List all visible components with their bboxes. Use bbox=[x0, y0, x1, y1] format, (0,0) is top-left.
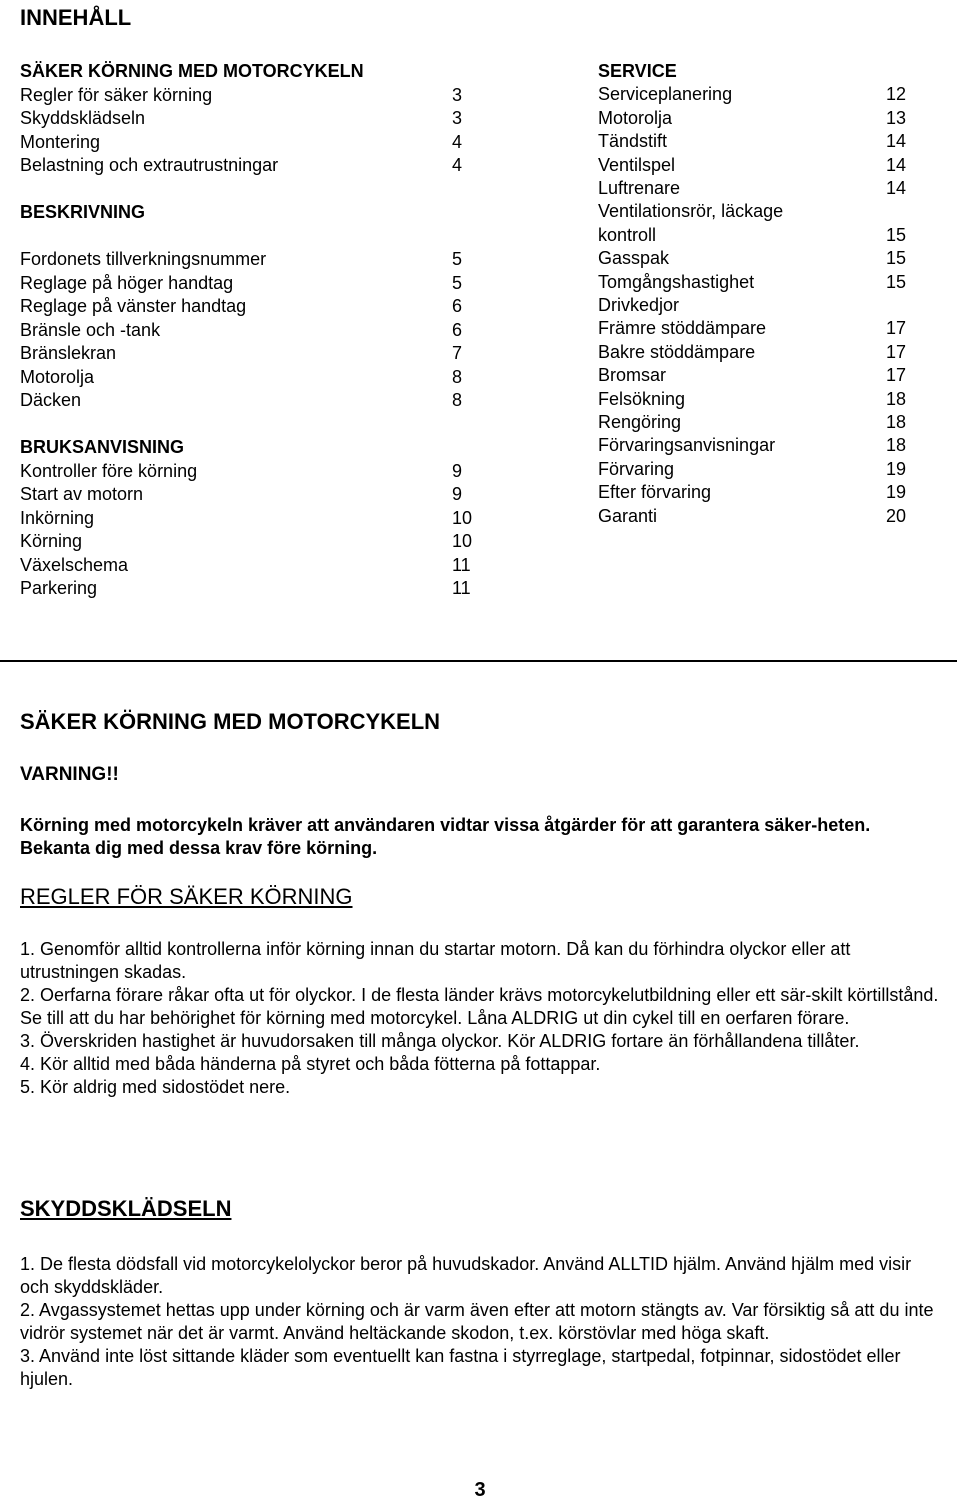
toc-entry bbox=[20, 294, 492, 318]
toc-entry-page: 20 bbox=[886, 506, 907, 526]
toc-entry-page: 18 bbox=[886, 389, 907, 409]
toc-entry bbox=[598, 293, 926, 317]
clothing-item: 1. De flesta dödsfall vid motorcykelolyckor beror på huvudskador. Använd ALLTID hjälm. Använd hjälm med visir och skyddskläder. bbox=[20, 1254, 912, 1297]
toc-entry-label: Drivkedjor bbox=[598, 295, 680, 315]
toc-section-heading bbox=[20, 435, 492, 459]
toc-entry-page: 3 bbox=[452, 108, 463, 128]
toc-entry-label: Garanti bbox=[598, 506, 658, 526]
toc-entry-label: Däcken bbox=[20, 390, 82, 410]
toc-entry bbox=[20, 482, 492, 506]
toc-entry-label: Efter förvaring bbox=[598, 482, 712, 502]
toc-entry-label: BRUKSANVISNING bbox=[20, 437, 185, 457]
toc-entry-page: 18 bbox=[886, 412, 907, 432]
toc-entry bbox=[598, 199, 926, 223]
toc-entry bbox=[20, 153, 492, 177]
toc-entry bbox=[20, 576, 492, 600]
toc-entry-label: BESKRIVNING bbox=[20, 202, 146, 222]
toc-entry-label: Belastning och extrautrustningar bbox=[20, 155, 279, 175]
toc-entry-label: Bränslekran bbox=[20, 343, 117, 363]
toc-entry bbox=[20, 83, 492, 107]
toc-entry bbox=[20, 318, 492, 342]
toc-entry-page: 7 bbox=[452, 343, 463, 363]
section-divider bbox=[0, 660, 957, 662]
toc-entry-page: 15 bbox=[886, 272, 907, 292]
toc-entry-label: Förvaringsanvisningar bbox=[598, 435, 776, 455]
toc-left-column bbox=[20, 59, 480, 619]
toc-entry bbox=[598, 129, 926, 153]
clothing-heading: SKYDDSKLÄDSELN bbox=[20, 1196, 232, 1221]
toc-entry-page: 9 bbox=[452, 484, 463, 504]
toc-entry bbox=[20, 459, 492, 483]
toc-entry-label: Start av motorn bbox=[20, 484, 144, 504]
toc-entry-label: SERVICE bbox=[598, 61, 677, 81]
toc-entry-page: 19 bbox=[886, 482, 907, 502]
toc-right-column bbox=[598, 59, 918, 559]
toc-entry bbox=[598, 176, 926, 200]
rules-item: 4. Kör alltid med båda händerna på styret och båda fötterna på fottappar. bbox=[20, 1054, 601, 1074]
toc-entry-label: Ventilationsrör, läckage bbox=[598, 201, 784, 221]
toc-entry-label: Körning bbox=[20, 531, 83, 551]
toc-entry-label: Parkering bbox=[20, 578, 98, 598]
toc-entry bbox=[598, 433, 926, 457]
toc-entry-page: 8 bbox=[452, 390, 463, 410]
toc-entry-page: 18 bbox=[886, 435, 907, 455]
toc-section-heading bbox=[598, 59, 926, 83]
toc-entry-label: Reglage på vänster handtag bbox=[20, 296, 247, 316]
warning-text: Körning med motorcykeln kräver att användaren vidtar vissa åtgärder för att garantera säker-heten. Bekanta dig med dessa krav före körning. bbox=[20, 815, 871, 858]
toc-entry-label: Inkörning bbox=[20, 508, 95, 528]
toc-entry-page: 3 bbox=[452, 85, 463, 105]
toc-entry-label: Montering bbox=[20, 132, 101, 152]
toc-entry-label: Luftrenare bbox=[598, 178, 681, 198]
clothing-list bbox=[20, 1253, 945, 1391]
toc-entry-label: Felsökning bbox=[598, 389, 686, 409]
toc-entry-label: Ventilspel bbox=[598, 155, 676, 175]
toc-entry bbox=[598, 504, 926, 528]
toc-entry-label: Reglage på höger handtag bbox=[20, 273, 234, 293]
page-title: INNEHÅLL bbox=[20, 5, 132, 30]
toc-entry-page: 12 bbox=[886, 84, 907, 104]
rules-list bbox=[20, 938, 945, 1099]
toc-entry bbox=[20, 341, 492, 365]
toc-entry-page: 14 bbox=[886, 178, 907, 198]
toc-entry-label: Motorolja bbox=[598, 108, 673, 128]
toc-entry bbox=[598, 410, 926, 434]
toc-entry-page: 6 bbox=[452, 320, 463, 340]
page-number: 3 bbox=[474, 1479, 486, 1501]
toc-entry bbox=[598, 316, 926, 340]
toc-entry-label: Serviceplanering bbox=[598, 84, 733, 104]
toc-entry bbox=[20, 388, 492, 412]
toc-entry-page: 10 bbox=[452, 531, 473, 551]
toc-entry bbox=[598, 82, 926, 106]
rules-item: 3. Överskriden hastighet är huvudorsaken till många olyckor. Kör ALDRIG fortare än förhållandena tillåter. bbox=[20, 1031, 860, 1051]
toc-entry bbox=[20, 271, 492, 295]
toc-entry bbox=[598, 340, 926, 364]
toc-entry-page: 19 bbox=[886, 459, 907, 479]
toc-entry-label: Skyddsklädseln bbox=[20, 108, 146, 128]
toc-entry-page: 6 bbox=[452, 296, 463, 316]
toc-entry-label: Bromsar bbox=[598, 365, 667, 385]
toc-entry-page: 10 bbox=[452, 508, 473, 528]
toc-entry bbox=[598, 246, 926, 270]
toc-entry-label: Fordonets tillverkningsnummer bbox=[20, 249, 267, 269]
rules-item: 2. Oerfarna förare råkar ofta ut för olyckor. I de flesta länder krävs motorcykelutbildning eller ett sär-skilt körtillstånd. Se till att du har behörighet för körning med motorcykel. Låna ALDRIG ut din cykel till en oerfaren förare. bbox=[20, 985, 939, 1028]
toc-section-heading bbox=[20, 59, 492, 83]
toc-entry bbox=[598, 153, 926, 177]
toc-entry bbox=[598, 457, 926, 481]
warning-label: VARNING!! bbox=[20, 764, 119, 785]
toc-entry-label: Förvaring bbox=[598, 459, 675, 479]
toc-entry-page: 11 bbox=[452, 555, 471, 575]
toc-section-heading bbox=[20, 200, 492, 224]
toc-entry bbox=[20, 553, 492, 577]
toc-entry-page: 4 bbox=[452, 132, 463, 152]
rules-item: 1. Genomför alltid kontrollerna inför körning innan du startar motorn. Då kan du förhindra olyckor eller att utrustningen skadas. bbox=[20, 939, 851, 982]
toc-entry bbox=[20, 365, 492, 389]
toc-entry-label: Främre stöddämpare bbox=[598, 318, 767, 338]
toc-entry-label: Växelschema bbox=[20, 555, 129, 575]
toc-entry-page: 14 bbox=[886, 131, 907, 151]
toc-entry-label: kontroll bbox=[598, 225, 657, 245]
toc-entry bbox=[598, 270, 926, 294]
toc-entry-page: 4 bbox=[452, 155, 463, 175]
toc-entry bbox=[598, 363, 926, 387]
toc-entry-page: 11 bbox=[452, 578, 471, 598]
toc-entry-label: Gasspak bbox=[598, 248, 670, 268]
toc-entry-page: 15 bbox=[886, 225, 907, 245]
clothing-item: 3. Använd inte löst sittande kläder som eventuellt kan fastna i styrreglage, startpedal, fotpinnar, sidostödet eller hjulen. bbox=[20, 1346, 901, 1389]
clothing-item: 2. Avgassystemet hettas upp under körning och är varm även efter att motorn stängts av. Var försiktig så att du inte vidrör systemet när det är varmt. Använd heltäckande skodon, t.ex. körstövlar med höga skaft. bbox=[20, 1300, 934, 1343]
toc-entry-page: 17 bbox=[886, 342, 907, 362]
toc-entry-page: 8 bbox=[452, 367, 463, 387]
toc-entry-page: 17 bbox=[886, 318, 907, 338]
toc-entry bbox=[598, 387, 926, 411]
toc-entry-label: Bakre stöddämpare bbox=[598, 342, 756, 362]
toc-entry-label: Tomgångshastighet bbox=[598, 272, 755, 292]
toc-entry-label: Kontroller före körning bbox=[20, 461, 198, 481]
toc-entry-label: SÄKER KÖRNING MED MOTORCYKELN bbox=[20, 61, 364, 81]
toc-entry-page: 13 bbox=[886, 108, 907, 128]
toc-entry bbox=[20, 506, 492, 530]
toc-entry-label: Tändstift bbox=[598, 131, 668, 151]
toc-entry bbox=[598, 223, 926, 247]
toc-entry-page: 9 bbox=[452, 461, 463, 481]
toc-entry-page: 14 bbox=[886, 155, 907, 175]
toc-entry-label: Regler för säker körning bbox=[20, 85, 213, 105]
toc-entry-page: 5 bbox=[452, 273, 463, 293]
rules-item: 5. Kör aldrig med sidostödet nere. bbox=[20, 1077, 291, 1097]
toc-entry bbox=[20, 529, 492, 553]
toc-entry bbox=[598, 106, 926, 130]
toc-entry-label: Motorolja bbox=[20, 367, 95, 387]
toc-entry-label: Rengöring bbox=[598, 412, 682, 432]
toc-entry bbox=[20, 247, 492, 271]
toc-entry bbox=[20, 106, 492, 130]
toc-entry-page: 5 bbox=[452, 249, 463, 269]
toc-entry bbox=[598, 480, 926, 504]
rules-heading: REGLER FÖR SÄKER KÖRNING bbox=[20, 884, 353, 909]
toc-entry-page: 17 bbox=[886, 365, 907, 385]
toc-entry-label: Bränsle och -tank bbox=[20, 320, 161, 340]
toc-entry bbox=[20, 130, 492, 154]
section-title: SÄKER KÖRNING MED MOTORCYKELN bbox=[20, 709, 441, 734]
toc-entry-page: 15 bbox=[886, 248, 907, 268]
